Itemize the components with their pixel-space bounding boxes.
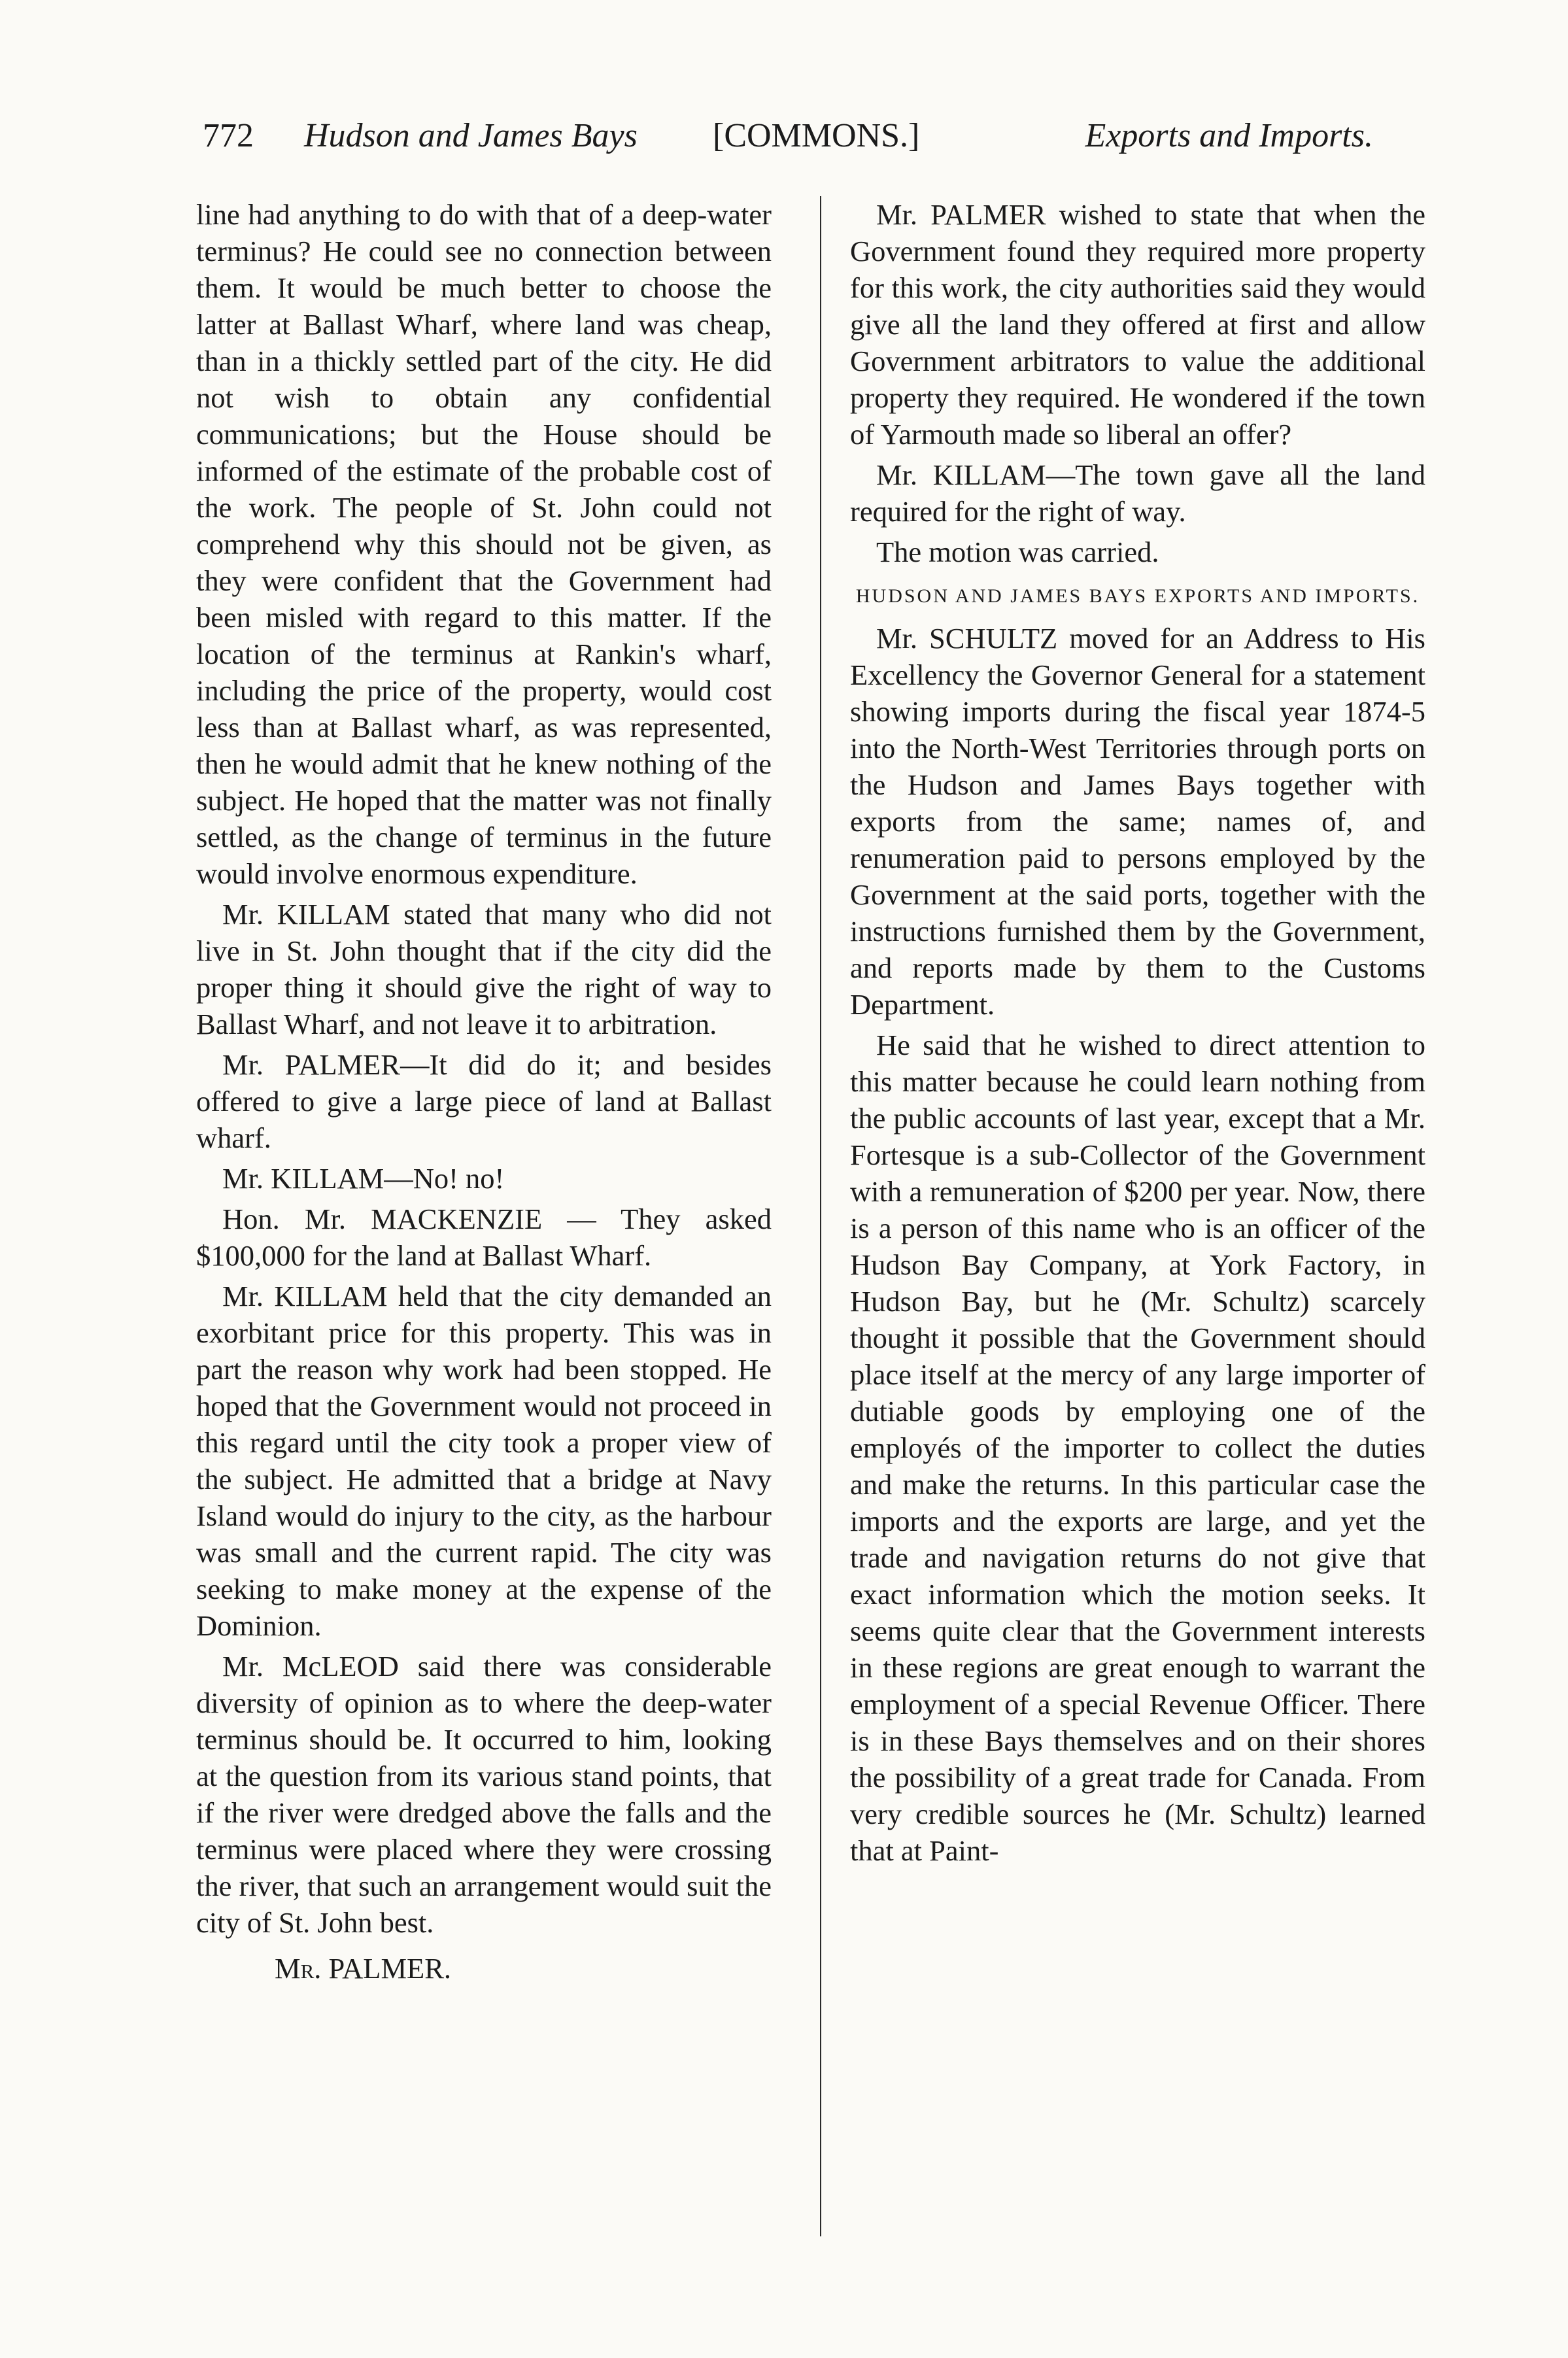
paragraph: Mr. KILLAM—No! no! <box>222 1162 505 1195</box>
paragraph: Mr. SCHULTZ moved for an Address to His Excellency the Governor General for a statement showing imports during the fiscal year 1874-5 into the North-West Territories through ports on the Hudson and James Bays together with exports from the same; names of, and renumeration paid to persons employed by the Government at the said ports, together with the instructions furnished them by the Government, and reports made by them to the Customs Department. <box>850 622 1425 1021</box>
section-heading: HUDSON AND JAMES BAYS EXPORTS AND IMPORTS. <box>855 585 1420 607</box>
column-divider <box>820 196 821 2236</box>
catchword: Mr. PALMER. <box>275 1952 452 1985</box>
page-header <box>203 116 1373 169</box>
running-title-center: [COMMONS.] <box>713 117 920 154</box>
paragraph: Mr. McLEOD said there was considerable diversity of opinion as to where the deep-water terminus should be. It occurred to him, looking at the question from its various stand points, that if the river were dredged above the falls and the terminus were placed where they were crossing the river, that such an arrangement would suit the city of St. John best. <box>196 1650 772 1939</box>
paragraph: Mr. KILLAM held that the city demanded an exorbitant price for this property. This was in part the reason why work had been stopped. He hoped that the Government would not proceed in this regard until the city took a proper view of the subject. He admitted that a bridge at Navy Island would do injury to the city, as the harbour was small and the current rapid. The city was seeking to make money at the expense of the Dominion. <box>196 1280 772 1642</box>
right-column <box>850 196 1425 1873</box>
left-column <box>196 196 772 1991</box>
running-title-right: Exports and Imports. <box>1085 117 1373 154</box>
paragraph: Mr. KILLAM—The town gave all the land required for the right of way. <box>850 458 1425 528</box>
paragraph: Mr. PALMER wished to state that when the Government found they required more property for this work, the city authorities said they would give all the land they offered at first and allow Government arbitrators to value the additional property they required. He wondered if the town of Yarmouth made so liberal an offer? <box>850 198 1425 451</box>
paragraph: The motion was carried. <box>876 536 1159 568</box>
paragraph: Mr. PALMER—It did do it; and besides offered to give a large piece of land at Ballast wharf. <box>196 1048 772 1154</box>
paragraph: line had anything to do with that of a deep-water terminus? He could see no connection between them. It would be much better to choose the latter at Ballast Wharf, where land was cheap, than in a thickly settled part of the city. He did not wish to obtain any confidential communications; but the House should be informed of the estimate of the probable cost of the work. The people of St. John could not comprehend why this should not be given, as they were confident that the Government had been misled with regard to this matter. If the location of the terminus at Rankin's wharf, including the price of the property, would cost less than at Ballast wharf, as was represented, then he would admit that he knew nothing of the subject. He hoped that the matter was not finally settled, as the change of terminus in the future would involve enormous expenditure. <box>196 198 772 890</box>
page-number: 772 <box>203 117 254 154</box>
paragraph: He said that he wished to direct attention to this matter because he could learn nothing from the public accounts of last year, except that a Mr. Fortesque is a sub-Collector of the Government with a remuneration of $200 per year. Now, there is a person of this name who is an officer of the Hudson Bay Company, at York Factory, in Hudson Bay, but he (Mr. Schultz) scarcely thought it possible that the Government should place itself at the mercy of any large importer of dutiable goods by employing one of the employés of the importer to collect the duties and make the returns. In this particular case the imports and the exports are large, and yet the trade and navigation returns do not give that exact information which the motion seeks. It seems quite clear that the Government interests in these regions are great enough to warrant the employment of a special Revenue Officer. There is in these Bays themselves and on their shores the possibility of a great trade for Canada. From very credible sources he (Mr. Schultz) learned that at Paint- <box>850 1029 1425 1867</box>
paragraph: Hon. Mr. MACKENZIE — They asked $100,000 for the land at Ballast Wharf. <box>196 1203 772 1272</box>
paragraph: Mr. KILLAM stated that many who did not live in St. John thought that if the city did the proper thing it should give the right of way to Ballast Wharf, and not leave it to arbitration. <box>196 898 772 1040</box>
running-title-left: Hudson and James Bays <box>304 117 638 154</box>
